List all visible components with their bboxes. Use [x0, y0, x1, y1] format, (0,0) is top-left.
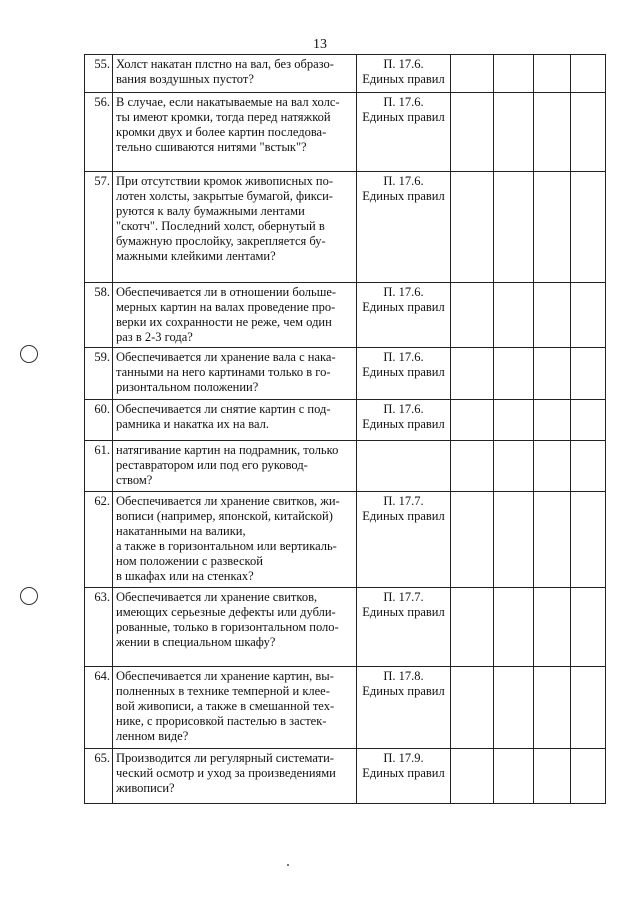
table-row — [85, 588, 606, 667]
answer-cell-notes[interactable] — [571, 172, 606, 283]
row-number: 61. — [85, 441, 113, 492]
row-number: 64. — [85, 667, 113, 749]
answer-cell-na[interactable] — [534, 400, 571, 441]
answer-cell-na[interactable] — [534, 283, 571, 348]
answer-cell-yes[interactable] — [451, 348, 494, 400]
rule-reference: П. 17.6. Единых правил — [357, 400, 451, 441]
answer-cell-yes[interactable] — [451, 441, 494, 492]
rule-reference: П. 17.7. Единых правил — [357, 492, 451, 588]
scan-speck — [287, 864, 289, 866]
page-number: 13 — [313, 37, 327, 52]
answer-cell-notes[interactable] — [571, 93, 606, 172]
row-number: 62. — [85, 492, 113, 588]
answer-cell-notes[interactable] — [571, 348, 606, 400]
answer-cell-na[interactable] — [534, 172, 571, 283]
answer-cell-na[interactable] — [534, 93, 571, 172]
answer-cell-yes[interactable] — [451, 400, 494, 441]
answer-cell-notes[interactable] — [571, 588, 606, 667]
row-number: 56. — [85, 93, 113, 172]
requirement-text: Обеспечивается ли хранение картин, вы- полненных в технике темперной и клее- вой живописи, а также в смешанной тех- нике, с прорисовкой пастелью в застек- ленном виде? — [113, 667, 357, 749]
answer-cell-yes[interactable] — [451, 492, 494, 588]
answer-cell-yes[interactable] — [451, 283, 494, 348]
answer-cell-no[interactable] — [494, 172, 534, 283]
rule-reference: П. 17.6. Единых правил — [357, 93, 451, 172]
answer-cell-no[interactable] — [494, 441, 534, 492]
row-number: 65. — [85, 749, 113, 804]
rule-reference — [357, 441, 451, 492]
punch-hole-mark — [20, 587, 38, 605]
answer-cell-notes[interactable] — [571, 55, 606, 93]
answer-cell-na[interactable] — [534, 667, 571, 749]
answer-cell-no[interactable] — [494, 348, 534, 400]
row-number: 60. — [85, 400, 113, 441]
row-number: 59. — [85, 348, 113, 400]
answer-cell-notes[interactable] — [571, 492, 606, 588]
table-row — [85, 55, 606, 93]
requirement-text: В случае, если накатываемые на вал холс- ты имеют кромки, тогда перед натяжкой кромки двух и более картин последова- тельно сшиваются нитями "встык"? — [113, 93, 357, 172]
table-row — [85, 400, 606, 441]
table-row — [85, 441, 606, 492]
rule-reference: П. 17.9. Единых правил — [357, 749, 451, 804]
answer-cell-no[interactable] — [494, 93, 534, 172]
row-number: 63. — [85, 588, 113, 667]
answer-cell-na[interactable] — [534, 348, 571, 400]
requirement-text: натягивание картин на подрамник, только реставратором или под его руковод- ством? — [113, 441, 357, 492]
answer-cell-yes[interactable] — [451, 55, 494, 93]
row-number: 58. — [85, 283, 113, 348]
answer-cell-no[interactable] — [494, 492, 534, 588]
answer-cell-no[interactable] — [494, 400, 534, 441]
table-row — [85, 172, 606, 283]
row-number: 57. — [85, 172, 113, 283]
answer-cell-no[interactable] — [494, 667, 534, 749]
requirement-text: Производится ли регулярный системати- ческий осмотр и уход за произведениями живописи? — [113, 749, 357, 804]
row-number: 55. — [85, 55, 113, 93]
table-row — [85, 749, 606, 804]
answer-cell-notes[interactable] — [571, 283, 606, 348]
answer-cell-yes[interactable] — [451, 172, 494, 283]
table-row — [85, 492, 606, 588]
answer-cell-notes[interactable] — [571, 667, 606, 749]
answer-cell-no[interactable] — [494, 55, 534, 93]
answer-cell-na[interactable] — [534, 749, 571, 804]
answer-cell-na[interactable] — [534, 492, 571, 588]
table-row — [85, 283, 606, 348]
rule-reference: П. 17.6. Единых правил — [357, 55, 451, 93]
rule-reference: П. 17.6. Единых правил — [357, 283, 451, 348]
answer-cell-no[interactable] — [494, 283, 534, 348]
requirement-text: Обеспечивается ли снятие картин с под- рамника и накатка их на вал. — [113, 400, 357, 441]
rule-reference: П. 17.7. Единых правил — [357, 588, 451, 667]
answer-cell-na[interactable] — [534, 441, 571, 492]
answer-cell-yes[interactable] — [451, 749, 494, 804]
answer-cell-na[interactable] — [534, 588, 571, 667]
table-row — [85, 348, 606, 400]
answer-cell-notes[interactable] — [571, 400, 606, 441]
requirement-text: Обеспечивается ли хранение свитков, жи- вописи (например, японской, китайской) накатанными на валики, а также в горизонтальном или вертикаль- ном положении с развеской в шкафах или на стенках? — [113, 492, 357, 588]
rule-reference: П. 17.6. Единых правил — [357, 172, 451, 283]
answer-cell-yes[interactable] — [451, 588, 494, 667]
requirement-text: Обеспечивается ли хранение вала с нака- танными на него картинами только в го- ризонтальном положении? — [113, 348, 357, 400]
answer-cell-yes[interactable] — [451, 667, 494, 749]
table-row — [85, 667, 606, 749]
punch-hole-mark — [20, 345, 38, 363]
answer-cell-yes[interactable] — [451, 93, 494, 172]
answer-cell-na[interactable] — [534, 55, 571, 93]
checklist-table — [84, 54, 606, 804]
table-row — [85, 93, 606, 172]
requirement-text: При отсутствии кромок живописных по- лотен холсты, закрытые бумагой, фикси- руются к валу бумажными лентами "скотч". Последний холст, обернутый в бумажную прослойку, закрепляется бу- мажными клейкими лентами? — [113, 172, 357, 283]
rule-reference: П. 17.6. Единых правил — [357, 348, 451, 400]
rule-reference: П. 17.8. Единых правил — [357, 667, 451, 749]
answer-cell-notes[interactable] — [571, 749, 606, 804]
answer-cell-notes[interactable] — [571, 441, 606, 492]
requirement-text: Обеспечивается ли в отношении больше- мерных картин на валах проведение про- верки их сохранности не реже, чем один раз в 2-3 года? — [113, 283, 357, 348]
requirement-text: Холст накатан плстно на вал, без образо- вания воздушных пустот? — [113, 55, 357, 93]
answer-cell-no[interactable] — [494, 588, 534, 667]
answer-cell-no[interactable] — [494, 749, 534, 804]
requirement-text: Обеспечивается ли хранение свитков, имеющих серьезные дефекты или дубли- рованные, только в горизонтальном поло- жении в специальном шкафу? — [113, 588, 357, 667]
